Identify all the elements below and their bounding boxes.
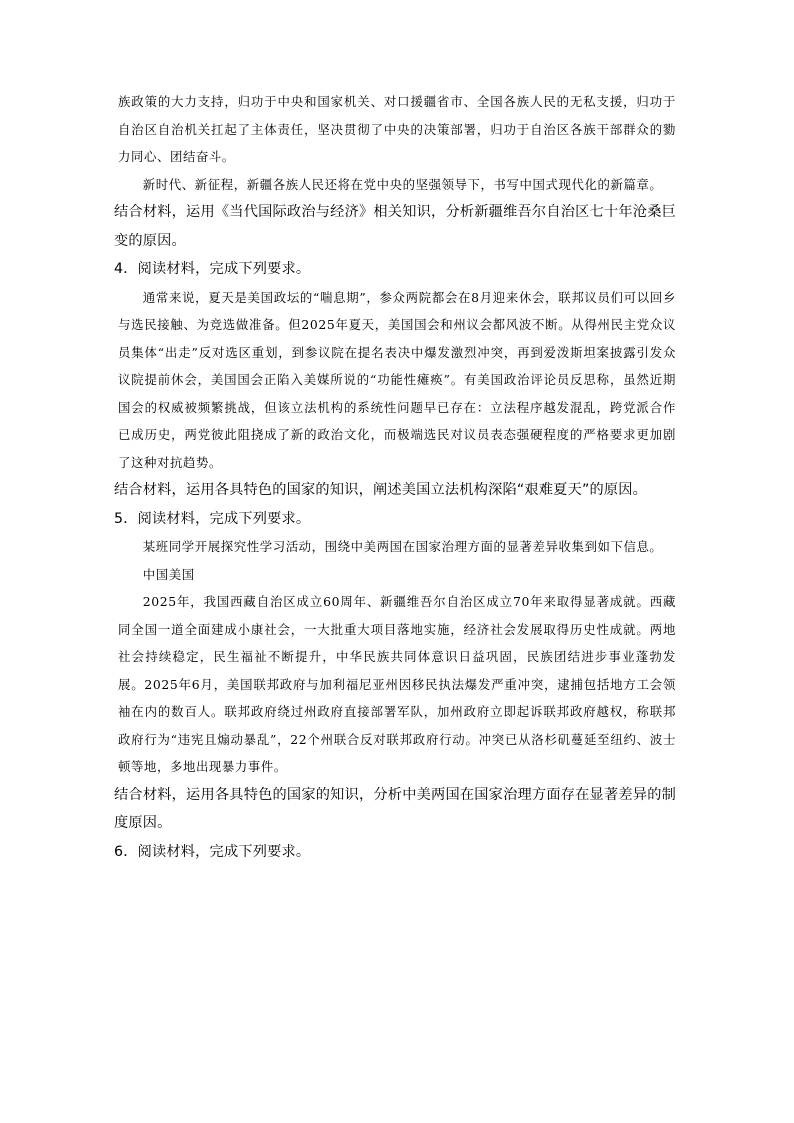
material-paragraph: 某班同学开展探究性学习活动，围绕中美两国在国家治理方面的显著差异收集到如下信息。 xyxy=(142,539,663,554)
page-content xyxy=(114,88,676,866)
question-prompt: 结合材料，运用各具特色的国家的知识，分析中美两国在国家治理方面存在显著差异的制度原因。 xyxy=(114,786,676,831)
material-paragraph: 2025年，我国西藏自治区成立60周年、新疆维吾尔自治区成立70年来取得显著成就。西藏同全国一道全面建成小康社会，一大批重大项目落地实施，经济社会发展取得历史性成就。两地社会持续稳定，民生福祉不断提升，中华民族共同体意识日益巩固，民族团结进步事业蓬勃发展。2025年6月，美国联邦政府与加利福尼亚州因移民执法爆发严重冲突，逮捕包括地方工会领袖在内的数百人。联邦政府绕过州政府直接部署军队，加州政府立即起诉联邦政府越权，称联邦政府行为“违宪且煽动暴乱”，22个州联合反对联邦政府行动。冲突已从洛杉矶蔓延至纽约、波士顿等地，多地出现暴力事件。 xyxy=(118,594,676,774)
question-header: 4．阅读材料，完成下列要求。 xyxy=(114,261,311,277)
question-header: 5．阅读材料，完成下列要求。 xyxy=(114,510,311,527)
material-paragraph: 族政策的大力支持，归功于中央和国家机关、对口援疆省市、全国各族人民的无私支援，归功于自治区自治机关扛起了主体责任，坚决贯彻了中央的决策部署，归功于自治区各族干部群众的勠力同心、团结奋斗。 xyxy=(118,94,676,164)
question-prompt: 结合材料，运用《当代国际政治与经济》相关知识，分析新疆维吾尔自治区七十年沧桑巨变的原因。 xyxy=(114,204,676,249)
question-header: 6．阅读材料，完成下列要求。 xyxy=(114,843,311,860)
material-subtitle: 中国美国 xyxy=(142,566,195,582)
material-paragraph: 通常来说，夏天是美国政坛的“喘息期”，参众两院都会在8月迎来休会，联邦议员们可以回乡与选民接触、为竞选做准备。但2025年夏天，美国国会和州议会都风波不断。从得州民主党众议员集体“出走”反对选区重划，到参议院在提名表决中爆发激烈冲突，再到爱泼斯坦案披露引发众议院提前休会，美国国会正陷入美媒所说的“功能性瘫痪”。有美国政治评论员反思称，虽然近期国会的权威被频繁挑战，但该立法机构的系统性问题早已存在：立法程序越发混乱，跨党派合作已成历史，两党彼此阻挠成了新的政治文化，而极端选民对议员表态强硬程度的严格要求更加剧了这种对抗趋势。 xyxy=(118,289,676,470)
material-paragraph: 新时代、新征程，新疆各族人民还将在党中央的坚强领导下，书写中国式现代化的新篇章。 xyxy=(142,176,663,192)
question-prompt: 结合材料，运用各具特色的国家的知识，阐述美国立法机构深陷“艰难夏天”的原因。 xyxy=(114,482,648,498)
